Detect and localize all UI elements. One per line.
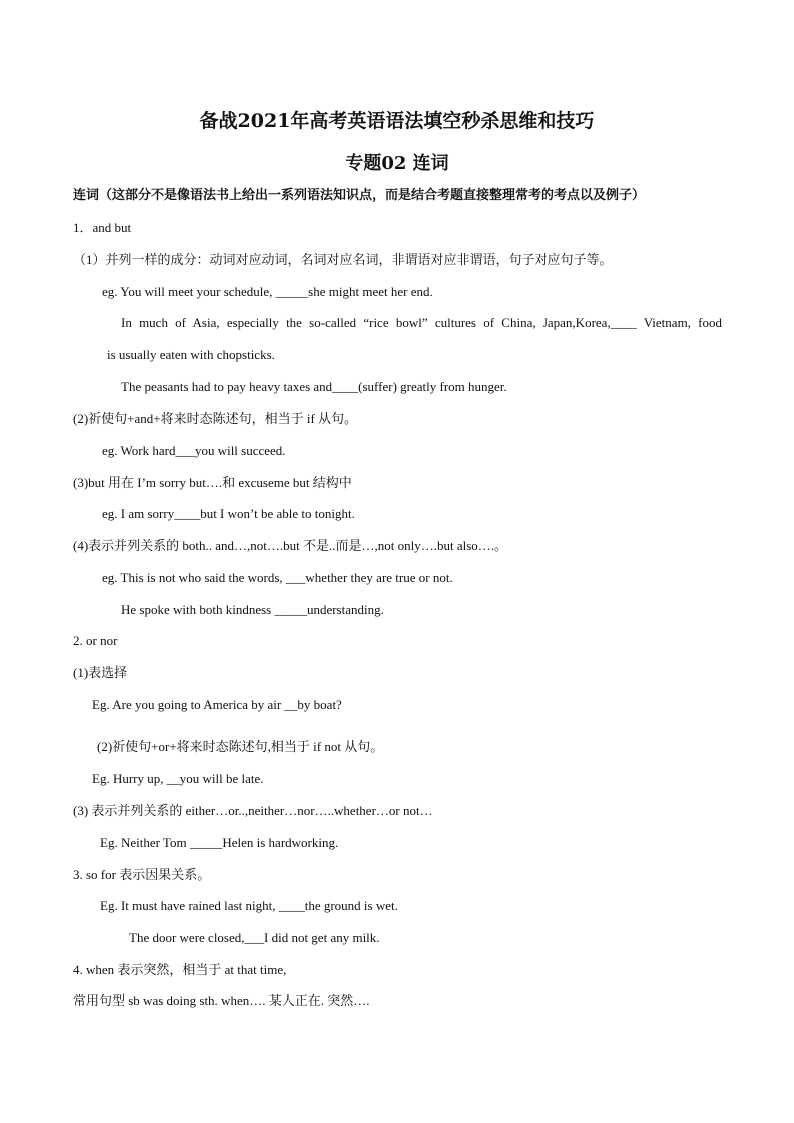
rule-2-2: (2)祈使句+or+将来时态陈述句,相当于 if not 从句。: [97, 739, 384, 754]
heading-when: 4. when 表示突然，相当于 at that time,: [73, 962, 287, 977]
example-line: Eg. It must have rained last night, ____the ground is wet.: [100, 898, 398, 913]
example-line: eg. You will meet your schedule, _____she might meet her end.: [102, 284, 433, 299]
example-line: The door were closed,___I did not get any milk.: [129, 930, 380, 945]
common-pattern: 常用句型 sb was doing sth. when…. 某人正在. 突然….: [73, 993, 370, 1008]
document-subtitle: 专题02 连词: [345, 153, 449, 174]
example-line: He spoke with both kindness _____understanding.: [121, 602, 384, 617]
example-line: In much of Asia, especially the so-called “rice bowl” cultures of China, Japan,Korea,____ Vietnam, food: [121, 315, 722, 330]
rule-2-3: (3) 表示并列关系的 either…or..,neither…nor…..whether…or not…: [73, 803, 433, 818]
rule-2-1: (1)表选择: [73, 665, 128, 680]
heading-so-for: 3. so for 表示因果关系。: [73, 867, 211, 882]
example-line: eg. I am sorry____but I won’t be able to tonight.: [102, 506, 355, 521]
example-line: eg. This is not who said the words, ___whether they are true or not.: [102, 570, 453, 585]
rule-1-3: (3)but 用在 I’m sorry but….和 excuseme but 结构中: [73, 475, 352, 490]
rule-1-1: （1）并列一样的成分：动词对应动词，名词对应名词，非谓语对应非谓语，句子对应句子等。: [73, 252, 613, 267]
example-line: eg. Work hard___you will succeed.: [102, 443, 286, 458]
rule-1-2: (2)祈使句+and+将来时态陈述句，相当于 if 从句。: [73, 411, 358, 426]
example-line: Eg. Neither Tom _____Helen is hardworking.: [100, 835, 339, 850]
example-line: is usually eaten with chopsticks.: [107, 347, 275, 362]
example-line: The peasants had to pay heavy taxes and____(suffer) greatly from hunger.: [121, 379, 507, 394]
section-intro: 连词（这部分不是像语法书上给出一系列语法知识点，而是结合考题直接整理常考的考点以及例子）: [73, 187, 646, 202]
example-line: Eg. Hurry up, __you will be late.: [92, 771, 264, 786]
document-title: 备战2021年高考英语语法填空秒杀思维和技巧: [199, 110, 595, 132]
rule-1-4: (4)表示并列关系的 both.. and…,not….but 不是..而是…,not only….but also….。: [73, 538, 508, 553]
heading-and-but: 1．and but: [73, 220, 132, 235]
heading-or-nor: 2. or nor: [73, 633, 118, 648]
example-line: Eg. Are you going to America by air __by boat?: [92, 697, 342, 712]
